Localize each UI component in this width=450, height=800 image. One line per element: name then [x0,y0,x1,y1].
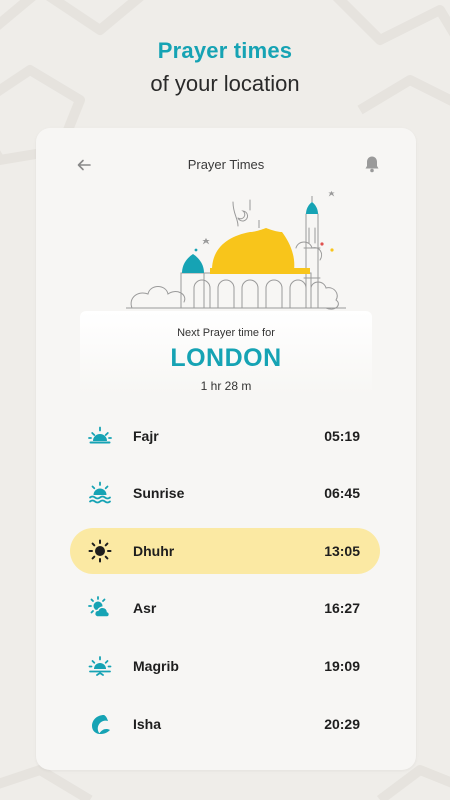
prayer-name: Fajr [133,428,159,444]
prayer-time: 05:19 [324,428,360,444]
prayer-time: 20:29 [324,716,360,732]
sunrise-half-icon [88,424,112,448]
mosque-illustration [126,188,346,313]
prayer-name: Magrib [133,658,179,674]
prayer-name: Asr [133,600,157,616]
prayer-row-magrib[interactable] [70,643,380,689]
prayer-row-isha[interactable] [70,701,380,747]
headline-title: Prayer times [157,38,293,63]
prayer-time: 06:45 [324,485,360,501]
sun-icon [88,539,112,563]
headline [0,36,450,102]
prayer-name: Sunrise [133,485,185,501]
notifications-button[interactable] [362,154,382,174]
prayer-row-dhuhr[interactable] [70,528,380,574]
prayer-row-sunrise[interactable] [70,470,380,516]
sun-cloud-icon [88,596,112,620]
prayer-name: Isha [133,716,162,732]
moon-icon [88,712,112,736]
time-remaining: 1 hr 28 m [200,379,252,393]
next-prayer-label: Next Prayer time for [177,327,275,339]
prayer-time: 19:09 [324,658,360,674]
prayer-row-fajr[interactable] [70,413,380,459]
sunset-icon [88,654,112,678]
prayer-name: Dhuhr [133,543,175,559]
bell-icon [362,154,382,174]
screen-title: Prayer Times [187,157,265,172]
next-prayer-panel [80,311,372,395]
headline-subtitle: of your location [150,71,300,96]
prayer-time: 16:27 [324,600,360,616]
prayer-time: 13:05 [324,543,360,559]
prayer-row-asr[interactable] [70,585,380,631]
prayer-card [36,128,416,770]
city-name: LONDON [170,344,282,372]
sunrise-waves-icon [88,481,112,505]
